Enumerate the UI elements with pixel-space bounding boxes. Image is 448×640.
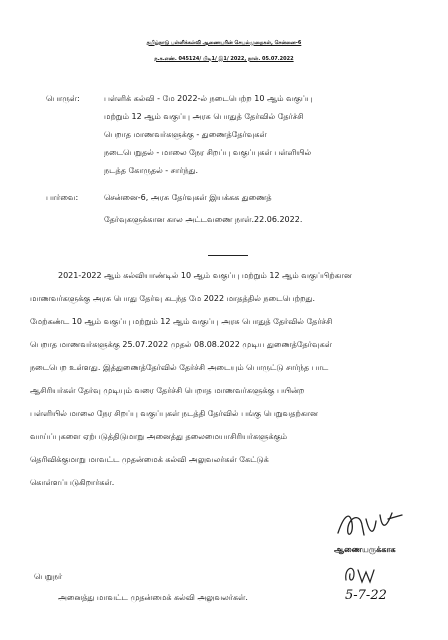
body-line: ஆசிரியர்கள் தேர்வு முடியும் வரை தேர்ச்சி பெறாத மாணவர்களுக்கு பயின்ற [30,386,305,395]
subject-line: நடத்த கோருதல் - சார்ந்து. [104,166,199,175]
body-line: கொள்ளப்படுகிறார்கள். [30,478,115,487]
body-line: தெரிவிக்குமாறு மாவட்ட முதன்மைக் கல்வி அலுவலர்கள் கேட்டுக் [30,455,269,464]
signature-designation: ஆணையருக்காக [334,545,396,554]
body-line: மேற்கண்ட 10 ஆம் வகுப்பு மற்றும் 12 ஆம் வகுப்பு அரசு பொதுத் தேர்வில் தேர்ச்சி [30,317,333,326]
recipient-label: பெறுநர் [34,572,63,581]
body-line: நடைபெற உள்ளது. இத்துணைத்தேர்வில் தேர்ச்சி அடையும் பொருட்டு சார்ந்த பாட [30,363,329,372]
subject-label: பொருள்: [46,94,80,103]
reference-line: தேர்வுகளுக்கான கால அட்டவணை நாள்.22.06.2022. [104,215,303,224]
reference-number-date: ந.க.எண். 045124/ பிடி1/ இ1/ 2022, நாள். 05.07.2022 [154,56,294,62]
subject-line: பெறாத மாணவர்களுக்கு - துணைத்தேர்வுகள் [104,130,267,139]
reference-label: பார்வை: [46,193,79,202]
reference-line: சென்னை-6, அரசு தேர்வுகள் இயக்கக துணைத் [104,193,272,202]
separator-line [208,255,248,256]
header-title: தமிழ்நாடு பள்ளிக்கல்வி ஆணையரின் செயல்முறைகள், சென்னை-6 [146,40,302,46]
subject-line: மற்றும் 12 ஆம் வகுப்பு அரசு பொதுத் தேர்வில் தேர்ச்சி [104,112,304,121]
body-line: வாய்ப்புகளை ஏற்படுத்திடுமாறு அனைத்து தலைமையாசிரியர்களுக்கும் [30,432,288,441]
body-line: பெறாத மாணவர்களுக்கு 25.07.2022 முதல் 08.08.2022 முடிய துணைத்தேர்வுகள் [30,340,332,349]
handwritten-date: 5-7-22 [345,588,387,603]
signature-image [330,505,410,543]
body-line: பள்ளியில் மாலை நேர சிறப்பு வகுப்புகள் நடத்தி தேர்வில் பங்கு பெறுவதற்கான [30,409,318,418]
initials-image [340,560,400,588]
recipient-line: அனைத்து மாவட்ட முதன்மைக் கல்வி அலுவலர்கள். [58,593,248,602]
body-line: 2021-2022 ஆம் கல்வியாண்டில் 10 ஆம் வகுப்பு மற்றும் 12 ஆம் வகுப்பிற்கான [58,271,352,280]
subject-line: பள்ளிக் கல்வி - மே 2022-ல் நடைபெற்ற 10 ஆம் வகுப்பு [104,94,313,103]
subject-line: நடைபெறுதல் - மாலை நேர சிறப்பு வகுப்புகள் பள்ளியில் [104,148,312,157]
body-line: மாணவர்களுக்கு அரசு பொது தேர்வு கடந்த மே 2022 மாதத்தில் நடைபெற்றது. [30,294,316,303]
